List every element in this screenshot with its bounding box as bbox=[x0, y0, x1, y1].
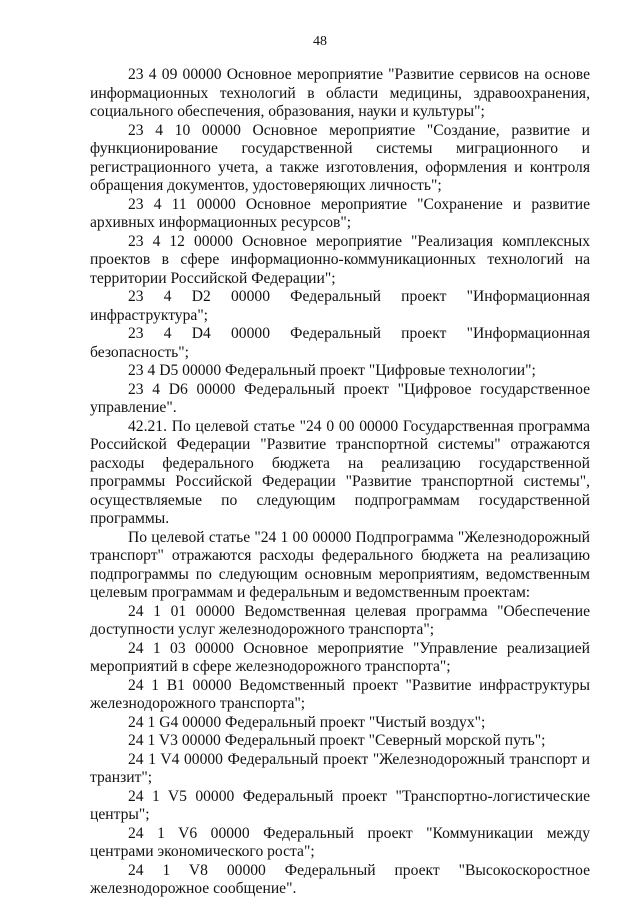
paragraph: 24 1 01 00000 Ведомственная целевая программа "Обеспечение доступности услуг железнодорожного транспорта"; bbox=[90, 602, 590, 638]
document-body bbox=[90, 66, 590, 899]
page-number: 48 bbox=[313, 34, 327, 49]
paragraph: 24 1 V4 00000 Федеральный проект "Железнодорожный транспорт и транзит"; bbox=[90, 750, 590, 786]
paragraph: 24 1 V6 00000 Федеральный проект "Коммуникации между центрами экономического роста"; bbox=[90, 824, 590, 860]
paragraph: 23 4 09 00000 Основное мероприятие "Развитие сервисов на основе информационных технологий в области медицины, здравоохранения, социального обеспечения, образования, науки и культуры"; bbox=[90, 66, 590, 120]
paragraph: 23 4 D6 00000 Федеральный проект "Цифровое государственное управление". bbox=[90, 380, 590, 416]
paragraph: 23 4 D2 00000 Федеральный проект "Информационная инфраструктура"; bbox=[90, 288, 590, 324]
paragraph: 23 4 D5 00000 Федеральный проект "Цифровые технологии"; bbox=[128, 362, 536, 379]
paragraph: 23 4 D4 00000 Федеральный проект "Информационная безопасность"; bbox=[90, 325, 590, 361]
paragraph: 42.21. По целевой статье "24 0 00 00000 Государственная программа Российской Федерации "Развитие транспортной системы" отражаются расходы федерального бюджета на реализацию государственной программы Российской Федерации "Развитие транспортной системы", осуществляемые по следующим подпрограммам государственной программы. bbox=[90, 417, 590, 527]
paragraph: 24 1 03 00000 Основное мероприятие "Управление реализацией мероприятий в сфере железнодорожного транспорта"; bbox=[90, 639, 590, 675]
paragraph: 23 4 12 00000 Основное мероприятие "Реализация комплексных проектов в сфере информационно-коммуникационных технологий на территории Российской Федерации"; bbox=[90, 232, 590, 287]
paragraph: 23 4 11 00000 Основное мероприятие "Сохранение и развитие архивных информационных ресурсов"; bbox=[90, 195, 590, 231]
paragraph: По целевой статье "24 1 00 00000 Подпрограмма "Железнодорожный транспорт" отражаются расходы федерального бюджета на реализацию подпрограммы по следующим основным мероприятиям, ведомственным целевым программам и федеральным и ведомственным проектам: bbox=[90, 528, 590, 601]
paragraph: 24 1 V3 00000 Федеральный проект "Северный морской путь"; bbox=[128, 732, 546, 749]
paragraph: 23 4 10 00000 Основное мероприятие "Создание, развитие и функционирование государственной системы миграционного и регистрационного учета, а также изготовления, оформления и контроля обращения документов, удостоверяющих личность"; bbox=[90, 121, 590, 194]
paragraph: 24 1 V8 00000 Федеральный проект "Высокоскоростное железнодорожное сообщение". bbox=[90, 861, 590, 897]
paragraph: 24 1 B1 00000 Ведомственный проект "Развитие инфраструктуры железнодорожного транспорта"; bbox=[90, 676, 590, 712]
paragraph: 24 1 V5 00000 Федеральный проект "Транспортно-логистические центры"; bbox=[90, 787, 590, 823]
paragraph: 24 1 G4 00000 Федеральный проект "Чистый воздух"; bbox=[128, 713, 486, 731]
